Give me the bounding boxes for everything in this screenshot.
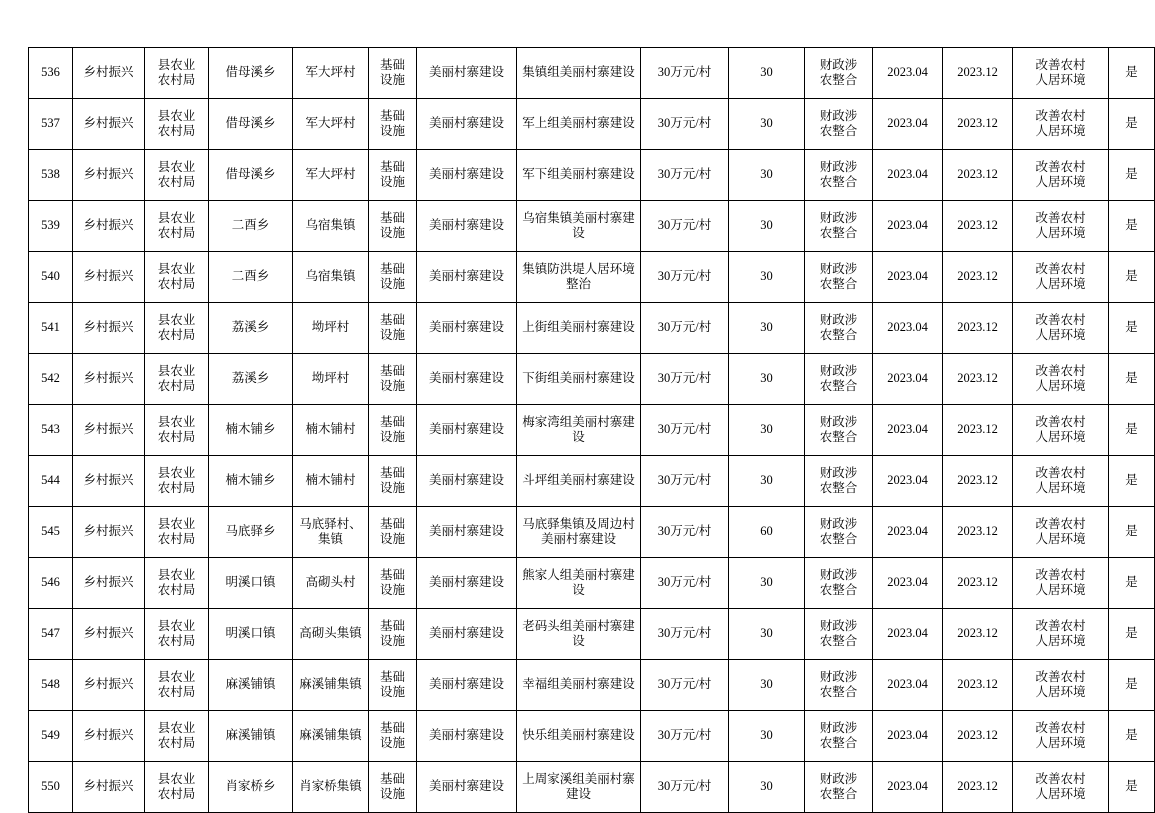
cell-town: 借母溪乡: [209, 99, 293, 150]
cell-no: 543: [29, 405, 73, 456]
cell-type: 基础 设施: [369, 252, 417, 303]
cell-start: 2023.04: [873, 303, 943, 354]
cell-end: 2023.12: [943, 150, 1013, 201]
cell-unit: 县农业 农村局: [145, 507, 209, 558]
table-row: [29, 252, 1155, 303]
cell-name: 熊家人组美丽村寨建 设: [517, 558, 641, 609]
cell-subtype: 美丽村寨建设: [417, 303, 517, 354]
cell-category: 乡村振兴: [73, 252, 145, 303]
cell-category: 乡村振兴: [73, 660, 145, 711]
cell-subtype: 美丽村寨建设: [417, 354, 517, 405]
cell-end: 2023.12: [943, 252, 1013, 303]
cell-standard: 30万元/村: [641, 252, 729, 303]
cell-name: 快乐组美丽村寨建设: [517, 711, 641, 762]
cell-village: 麻溪铺集镇: [293, 711, 369, 762]
cell-standard: 30万元/村: [641, 405, 729, 456]
cell-unit: 县农业 农村局: [145, 558, 209, 609]
cell-type: 基础 设施: [369, 48, 417, 99]
cell-unit: 县农业 农村局: [145, 354, 209, 405]
cell-end: 2023.12: [943, 354, 1013, 405]
cell-type: 基础 设施: [369, 303, 417, 354]
cell-unit: 县农业 农村局: [145, 201, 209, 252]
cell-end: 2023.12: [943, 405, 1013, 456]
cell-qty: 30: [729, 711, 805, 762]
cell-funding: 财政涉 农整合: [805, 354, 873, 405]
cell-name: 斗坪组美丽村寨建设: [517, 456, 641, 507]
cell-name: 集镇组美丽村寨建设: [517, 48, 641, 99]
cell-name: 乌宿集镇美丽村寨建 设: [517, 201, 641, 252]
cell-category: 乡村振兴: [73, 405, 145, 456]
cell-no: 538: [29, 150, 73, 201]
cell-no: 545: [29, 507, 73, 558]
cell-funding: 财政涉 农整合: [805, 609, 873, 660]
table-row: [29, 48, 1155, 99]
cell-subtype: 美丽村寨建设: [417, 99, 517, 150]
cell-standard: 30万元/村: [641, 660, 729, 711]
cell-goal: 改善农村 人居环境: [1013, 303, 1109, 354]
cell-type: 基础 设施: [369, 354, 417, 405]
cell-end: 2023.12: [943, 456, 1013, 507]
cell-unit: 县农业 农村局: [145, 660, 209, 711]
cell-town: 借母溪乡: [209, 150, 293, 201]
cell-town: 二酉乡: [209, 201, 293, 252]
cell-no: 536: [29, 48, 73, 99]
cell-category: 乡村振兴: [73, 201, 145, 252]
cell-start: 2023.04: [873, 711, 943, 762]
cell-start: 2023.04: [873, 252, 943, 303]
cell-village: 楠木铺村: [293, 456, 369, 507]
cell-qty: 30: [729, 405, 805, 456]
cell-funding: 财政涉 农整合: [805, 660, 873, 711]
cell-subtype: 美丽村寨建设: [417, 558, 517, 609]
cell-public: 是: [1109, 660, 1155, 711]
cell-end: 2023.12: [943, 507, 1013, 558]
cell-name: 马底驿集镇及周边村 美丽村寨建设: [517, 507, 641, 558]
cell-village: 坳坪村: [293, 303, 369, 354]
table-row: [29, 660, 1155, 711]
cell-village: 马底驿村、 集镇: [293, 507, 369, 558]
cell-start: 2023.04: [873, 405, 943, 456]
cell-town: 明溪口镇: [209, 609, 293, 660]
cell-standard: 30万元/村: [641, 150, 729, 201]
cell-start: 2023.04: [873, 354, 943, 405]
cell-category: 乡村振兴: [73, 354, 145, 405]
cell-village: 楠木铺村: [293, 405, 369, 456]
table-row: [29, 507, 1155, 558]
cell-unit: 县农业 农村局: [145, 711, 209, 762]
cell-town: 借母溪乡: [209, 48, 293, 99]
cell-no: 548: [29, 660, 73, 711]
cell-subtype: 美丽村寨建设: [417, 150, 517, 201]
cell-qty: 30: [729, 201, 805, 252]
cell-subtype: 美丽村寨建设: [417, 660, 517, 711]
cell-category: 乡村振兴: [73, 762, 145, 813]
cell-town: 二酉乡: [209, 252, 293, 303]
cell-no: 541: [29, 303, 73, 354]
cell-category: 乡村振兴: [73, 99, 145, 150]
cell-category: 乡村振兴: [73, 558, 145, 609]
cell-unit: 县农业 农村局: [145, 252, 209, 303]
cell-type: 基础 设施: [369, 711, 417, 762]
cell-no: 539: [29, 201, 73, 252]
cell-start: 2023.04: [873, 762, 943, 813]
cell-funding: 财政涉 农整合: [805, 150, 873, 201]
cell-qty: 60: [729, 507, 805, 558]
cell-town: 楠木铺乡: [209, 405, 293, 456]
cell-standard: 30万元/村: [641, 48, 729, 99]
cell-qty: 30: [729, 762, 805, 813]
cell-qty: 30: [729, 252, 805, 303]
cell-town: 荔溪乡: [209, 303, 293, 354]
table-body: [29, 48, 1155, 813]
cell-town: 楠木铺乡: [209, 456, 293, 507]
cell-start: 2023.04: [873, 660, 943, 711]
cell-standard: 30万元/村: [641, 609, 729, 660]
table-row: [29, 711, 1155, 762]
cell-name: 幸福组美丽村寨建设: [517, 660, 641, 711]
cell-type: 基础 设施: [369, 762, 417, 813]
cell-name: 梅家湾组美丽村寨建 设: [517, 405, 641, 456]
table-row: [29, 354, 1155, 405]
cell-category: 乡村振兴: [73, 150, 145, 201]
cell-goal: 改善农村 人居环境: [1013, 99, 1109, 150]
cell-type: 基础 设施: [369, 660, 417, 711]
cell-subtype: 美丽村寨建设: [417, 609, 517, 660]
cell-start: 2023.04: [873, 201, 943, 252]
cell-no: 537: [29, 99, 73, 150]
cell-qty: 30: [729, 660, 805, 711]
cell-unit: 县农业 农村局: [145, 48, 209, 99]
cell-type: 基础 设施: [369, 507, 417, 558]
cell-subtype: 美丽村寨建设: [417, 762, 517, 813]
cell-subtype: 美丽村寨建设: [417, 201, 517, 252]
cell-village: 高砌头村: [293, 558, 369, 609]
cell-goal: 改善农村 人居环境: [1013, 252, 1109, 303]
cell-end: 2023.12: [943, 303, 1013, 354]
cell-funding: 财政涉 农整合: [805, 99, 873, 150]
cell-funding: 财政涉 农整合: [805, 303, 873, 354]
cell-no: 549: [29, 711, 73, 762]
table-row: [29, 303, 1155, 354]
cell-no: 544: [29, 456, 73, 507]
cell-qty: 30: [729, 99, 805, 150]
cell-type: 基础 设施: [369, 150, 417, 201]
cell-goal: 改善农村 人居环境: [1013, 405, 1109, 456]
cell-town: 荔溪乡: [209, 354, 293, 405]
cell-funding: 财政涉 农整合: [805, 711, 873, 762]
cell-subtype: 美丽村寨建设: [417, 252, 517, 303]
cell-end: 2023.12: [943, 609, 1013, 660]
cell-village: 高砌头集镇: [293, 609, 369, 660]
cell-category: 乡村振兴: [73, 303, 145, 354]
cell-qty: 30: [729, 303, 805, 354]
cell-end: 2023.12: [943, 762, 1013, 813]
cell-standard: 30万元/村: [641, 711, 729, 762]
cell-goal: 改善农村 人居环境: [1013, 609, 1109, 660]
cell-standard: 30万元/村: [641, 456, 729, 507]
cell-end: 2023.12: [943, 201, 1013, 252]
cell-name: 老码头组美丽村寨建 设: [517, 609, 641, 660]
cell-end: 2023.12: [943, 711, 1013, 762]
cell-type: 基础 设施: [369, 99, 417, 150]
cell-funding: 财政涉 农整合: [805, 405, 873, 456]
cell-start: 2023.04: [873, 558, 943, 609]
cell-end: 2023.12: [943, 48, 1013, 99]
cell-standard: 30万元/村: [641, 762, 729, 813]
cell-end: 2023.12: [943, 660, 1013, 711]
cell-qty: 30: [729, 558, 805, 609]
cell-no: 546: [29, 558, 73, 609]
cell-unit: 县农业 农村局: [145, 762, 209, 813]
cell-public: 是: [1109, 762, 1155, 813]
cell-public: 是: [1109, 303, 1155, 354]
cell-public: 是: [1109, 711, 1155, 762]
cell-subtype: 美丽村寨建设: [417, 48, 517, 99]
cell-standard: 30万元/村: [641, 507, 729, 558]
cell-public: 是: [1109, 48, 1155, 99]
cell-unit: 县农业 农村局: [145, 303, 209, 354]
table-row: [29, 456, 1155, 507]
cell-goal: 改善农村 人居环境: [1013, 507, 1109, 558]
cell-standard: 30万元/村: [641, 99, 729, 150]
cell-goal: 改善农村 人居环境: [1013, 762, 1109, 813]
cell-name: 上周家溪组美丽村寨 建设: [517, 762, 641, 813]
cell-goal: 改善农村 人居环境: [1013, 456, 1109, 507]
cell-standard: 30万元/村: [641, 201, 729, 252]
cell-no: 540: [29, 252, 73, 303]
cell-unit: 县农业 农村局: [145, 99, 209, 150]
cell-start: 2023.04: [873, 456, 943, 507]
cell-type: 基础 设施: [369, 405, 417, 456]
table-row: [29, 150, 1155, 201]
cell-name: 集镇防洪堤人居环境 整治: [517, 252, 641, 303]
cell-start: 2023.04: [873, 48, 943, 99]
cell-public: 是: [1109, 405, 1155, 456]
cell-no: 550: [29, 762, 73, 813]
cell-name: 军上组美丽村寨建设: [517, 99, 641, 150]
cell-type: 基础 设施: [369, 456, 417, 507]
cell-village: 军大坪村: [293, 150, 369, 201]
cell-public: 是: [1109, 354, 1155, 405]
cell-start: 2023.04: [873, 150, 943, 201]
cell-category: 乡村振兴: [73, 48, 145, 99]
cell-no: 547: [29, 609, 73, 660]
table-row: [29, 609, 1155, 660]
cell-public: 是: [1109, 150, 1155, 201]
cell-name: 军下组美丽村寨建设: [517, 150, 641, 201]
cell-subtype: 美丽村寨建设: [417, 711, 517, 762]
cell-start: 2023.04: [873, 507, 943, 558]
cell-qty: 30: [729, 48, 805, 99]
cell-village: 军大坪村: [293, 48, 369, 99]
cell-type: 基础 设施: [369, 558, 417, 609]
cell-public: 是: [1109, 507, 1155, 558]
cell-town: 麻溪铺镇: [209, 660, 293, 711]
cell-end: 2023.12: [943, 558, 1013, 609]
cell-goal: 改善农村 人居环境: [1013, 48, 1109, 99]
cell-standard: 30万元/村: [641, 303, 729, 354]
cell-qty: 30: [729, 150, 805, 201]
cell-name: 下街组美丽村寨建设: [517, 354, 641, 405]
cell-village: 麻溪铺集镇: [293, 660, 369, 711]
cell-public: 是: [1109, 201, 1155, 252]
cell-goal: 改善农村 人居环境: [1013, 660, 1109, 711]
cell-town: 明溪口镇: [209, 558, 293, 609]
cell-standard: 30万元/村: [641, 558, 729, 609]
cell-funding: 财政涉 农整合: [805, 48, 873, 99]
cell-goal: 改善农村 人居环境: [1013, 711, 1109, 762]
cell-subtype: 美丽村寨建设: [417, 507, 517, 558]
cell-qty: 30: [729, 354, 805, 405]
cell-public: 是: [1109, 609, 1155, 660]
project-table: [28, 47, 1155, 813]
cell-goal: 改善农村 人居环境: [1013, 354, 1109, 405]
cell-goal: 改善农村 人居环境: [1013, 150, 1109, 201]
cell-goal: 改善农村 人居环境: [1013, 201, 1109, 252]
cell-funding: 财政涉 农整合: [805, 762, 873, 813]
table-row: [29, 558, 1155, 609]
cell-public: 是: [1109, 99, 1155, 150]
cell-subtype: 美丽村寨建设: [417, 405, 517, 456]
cell-village: 乌宿集镇: [293, 252, 369, 303]
cell-unit: 县农业 农村局: [145, 150, 209, 201]
cell-town: 肖家桥乡: [209, 762, 293, 813]
cell-goal: 改善农村 人居环境: [1013, 558, 1109, 609]
cell-qty: 30: [729, 609, 805, 660]
cell-subtype: 美丽村寨建设: [417, 456, 517, 507]
table-row: [29, 405, 1155, 456]
cell-town: 麻溪铺镇: [209, 711, 293, 762]
cell-village: 军大坪村: [293, 99, 369, 150]
cell-funding: 财政涉 农整合: [805, 252, 873, 303]
cell-category: 乡村振兴: [73, 507, 145, 558]
table-row: [29, 762, 1155, 813]
table-row: [29, 201, 1155, 252]
cell-town: 马底驿乡: [209, 507, 293, 558]
cell-funding: 财政涉 农整合: [805, 507, 873, 558]
cell-category: 乡村振兴: [73, 711, 145, 762]
cell-public: 是: [1109, 558, 1155, 609]
cell-no: 542: [29, 354, 73, 405]
cell-village: 坳坪村: [293, 354, 369, 405]
cell-unit: 县农业 农村局: [145, 609, 209, 660]
cell-start: 2023.04: [873, 609, 943, 660]
cell-funding: 财政涉 农整合: [805, 558, 873, 609]
cell-category: 乡村振兴: [73, 456, 145, 507]
cell-funding: 财政涉 农整合: [805, 456, 873, 507]
cell-village: 肖家桥集镇: [293, 762, 369, 813]
cell-type: 基础 设施: [369, 201, 417, 252]
cell-unit: 县农业 农村局: [145, 456, 209, 507]
cell-name: 上街组美丽村寨建设: [517, 303, 641, 354]
table-row: [29, 99, 1155, 150]
cell-funding: 财政涉 农整合: [805, 201, 873, 252]
cell-end: 2023.12: [943, 99, 1013, 150]
cell-qty: 30: [729, 456, 805, 507]
cell-type: 基础 设施: [369, 609, 417, 660]
cell-start: 2023.04: [873, 99, 943, 150]
cell-public: 是: [1109, 456, 1155, 507]
cell-village: 乌宿集镇: [293, 201, 369, 252]
cell-category: 乡村振兴: [73, 609, 145, 660]
cell-standard: 30万元/村: [641, 354, 729, 405]
cell-unit: 县农业 农村局: [145, 405, 209, 456]
cell-public: 是: [1109, 252, 1155, 303]
